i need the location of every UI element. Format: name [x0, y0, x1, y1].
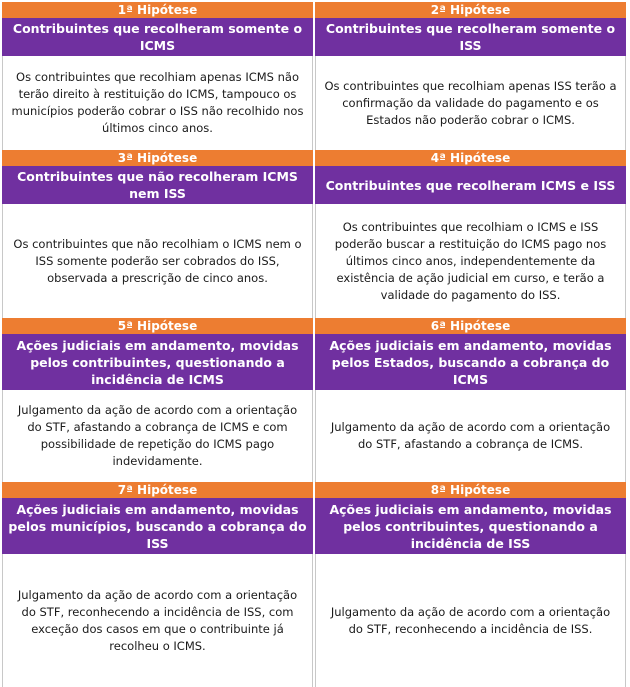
- hypothesis-5-label: 5ª Hipótese: [2, 318, 313, 334]
- hypothesis-8-title: Ações judiciais em andamento, movidas pelos contribuintes, questionando a incidência de ISS: [315, 498, 626, 554]
- hypothesis-4-description: Os contribuintes que recolhiam o ICMS e ISS poderão buscar a restituição do ICMS pago nos últimos cinco anos, independentemente da existência de ação judicial em curso, e terão a validade do pagamento do ISS.: [315, 204, 626, 318]
- hypothesis-4-title: Contribuintes que recolheram ICMS e ISS: [315, 166, 626, 204]
- hypothesis-4-label: 4ª Hipótese: [315, 150, 626, 166]
- hypothesis-2-description: Os contribuintes que recolhiam apenas ISS terão a confirmação da validade do pagamento e os Estados não poderão cobrar o ICMS.: [315, 56, 626, 150]
- hypothesis-5-title: Ações judiciais em andamento, movidas pelos contribuintes, questionando a incidência de ICMS: [2, 334, 313, 390]
- hypotheses-table: [2, 2, 626, 653]
- hypothesis-2-title: Contribuintes que recolheram somente o ISS: [315, 18, 626, 56]
- hypothesis-2-label: 2ª Hipótese: [315, 2, 626, 18]
- hypothesis-7-label: 7ª Hipótese: [2, 482, 313, 498]
- hypothesis-3-description: Os contribuintes que não recolhiam o ICMS nem o ISS somente poderão ser cobrados do ISS, observada a prescrição de cinco anos.: [2, 204, 313, 318]
- hypothesis-7-description: Julgamento da ação de acordo com a orientação do STF, reconhecendo a incidência de ISS, com exceção dos casos em que o contribuinte já recolheu o ICMS.: [2, 554, 313, 687]
- hypothesis-7-title: Ações judiciais em andamento, movidas pelos municípios, buscando a cobrança do ISS: [2, 498, 313, 554]
- hypothesis-6-label: 6ª Hipótese: [315, 318, 626, 334]
- hypothesis-6-description: Julgamento da ação de acordo com a orientação do STF, afastando a cobrança de ICMS.: [315, 390, 626, 482]
- hypothesis-5-description: Julgamento da ação de acordo com a orientação do STF, afastando a cobrança de ICMS e com possibilidade de repetição do ICMS pago indevidamente.: [2, 390, 313, 482]
- hypothesis-3-title: Contribuintes que não recolheram ICMS nem ISS: [2, 166, 313, 204]
- hypothesis-1-label: 1ª Hipótese: [2, 2, 313, 18]
- hypothesis-8-label: 8ª Hipótese: [315, 482, 626, 498]
- hypothesis-1-description: Os contribuintes que recolhiam apenas ICMS não terão direito à restituição do ICMS, tampouco os municípios poderão cobrar o ISS não recolhido nos últimos cinco anos.: [2, 56, 313, 150]
- hypothesis-6-title: Ações judiciais em andamento, movidas pelos Estados, buscando a cobrança do ICMS: [315, 334, 626, 390]
- hypothesis-1-title: Contribuintes que recolheram somente o ICMS: [2, 18, 313, 56]
- hypothesis-3-label: 3ª Hipótese: [2, 150, 313, 166]
- hypothesis-8-description: Julgamento da ação de acordo com a orientação do STF, reconhecendo a incidência de ISS.: [315, 554, 626, 687]
